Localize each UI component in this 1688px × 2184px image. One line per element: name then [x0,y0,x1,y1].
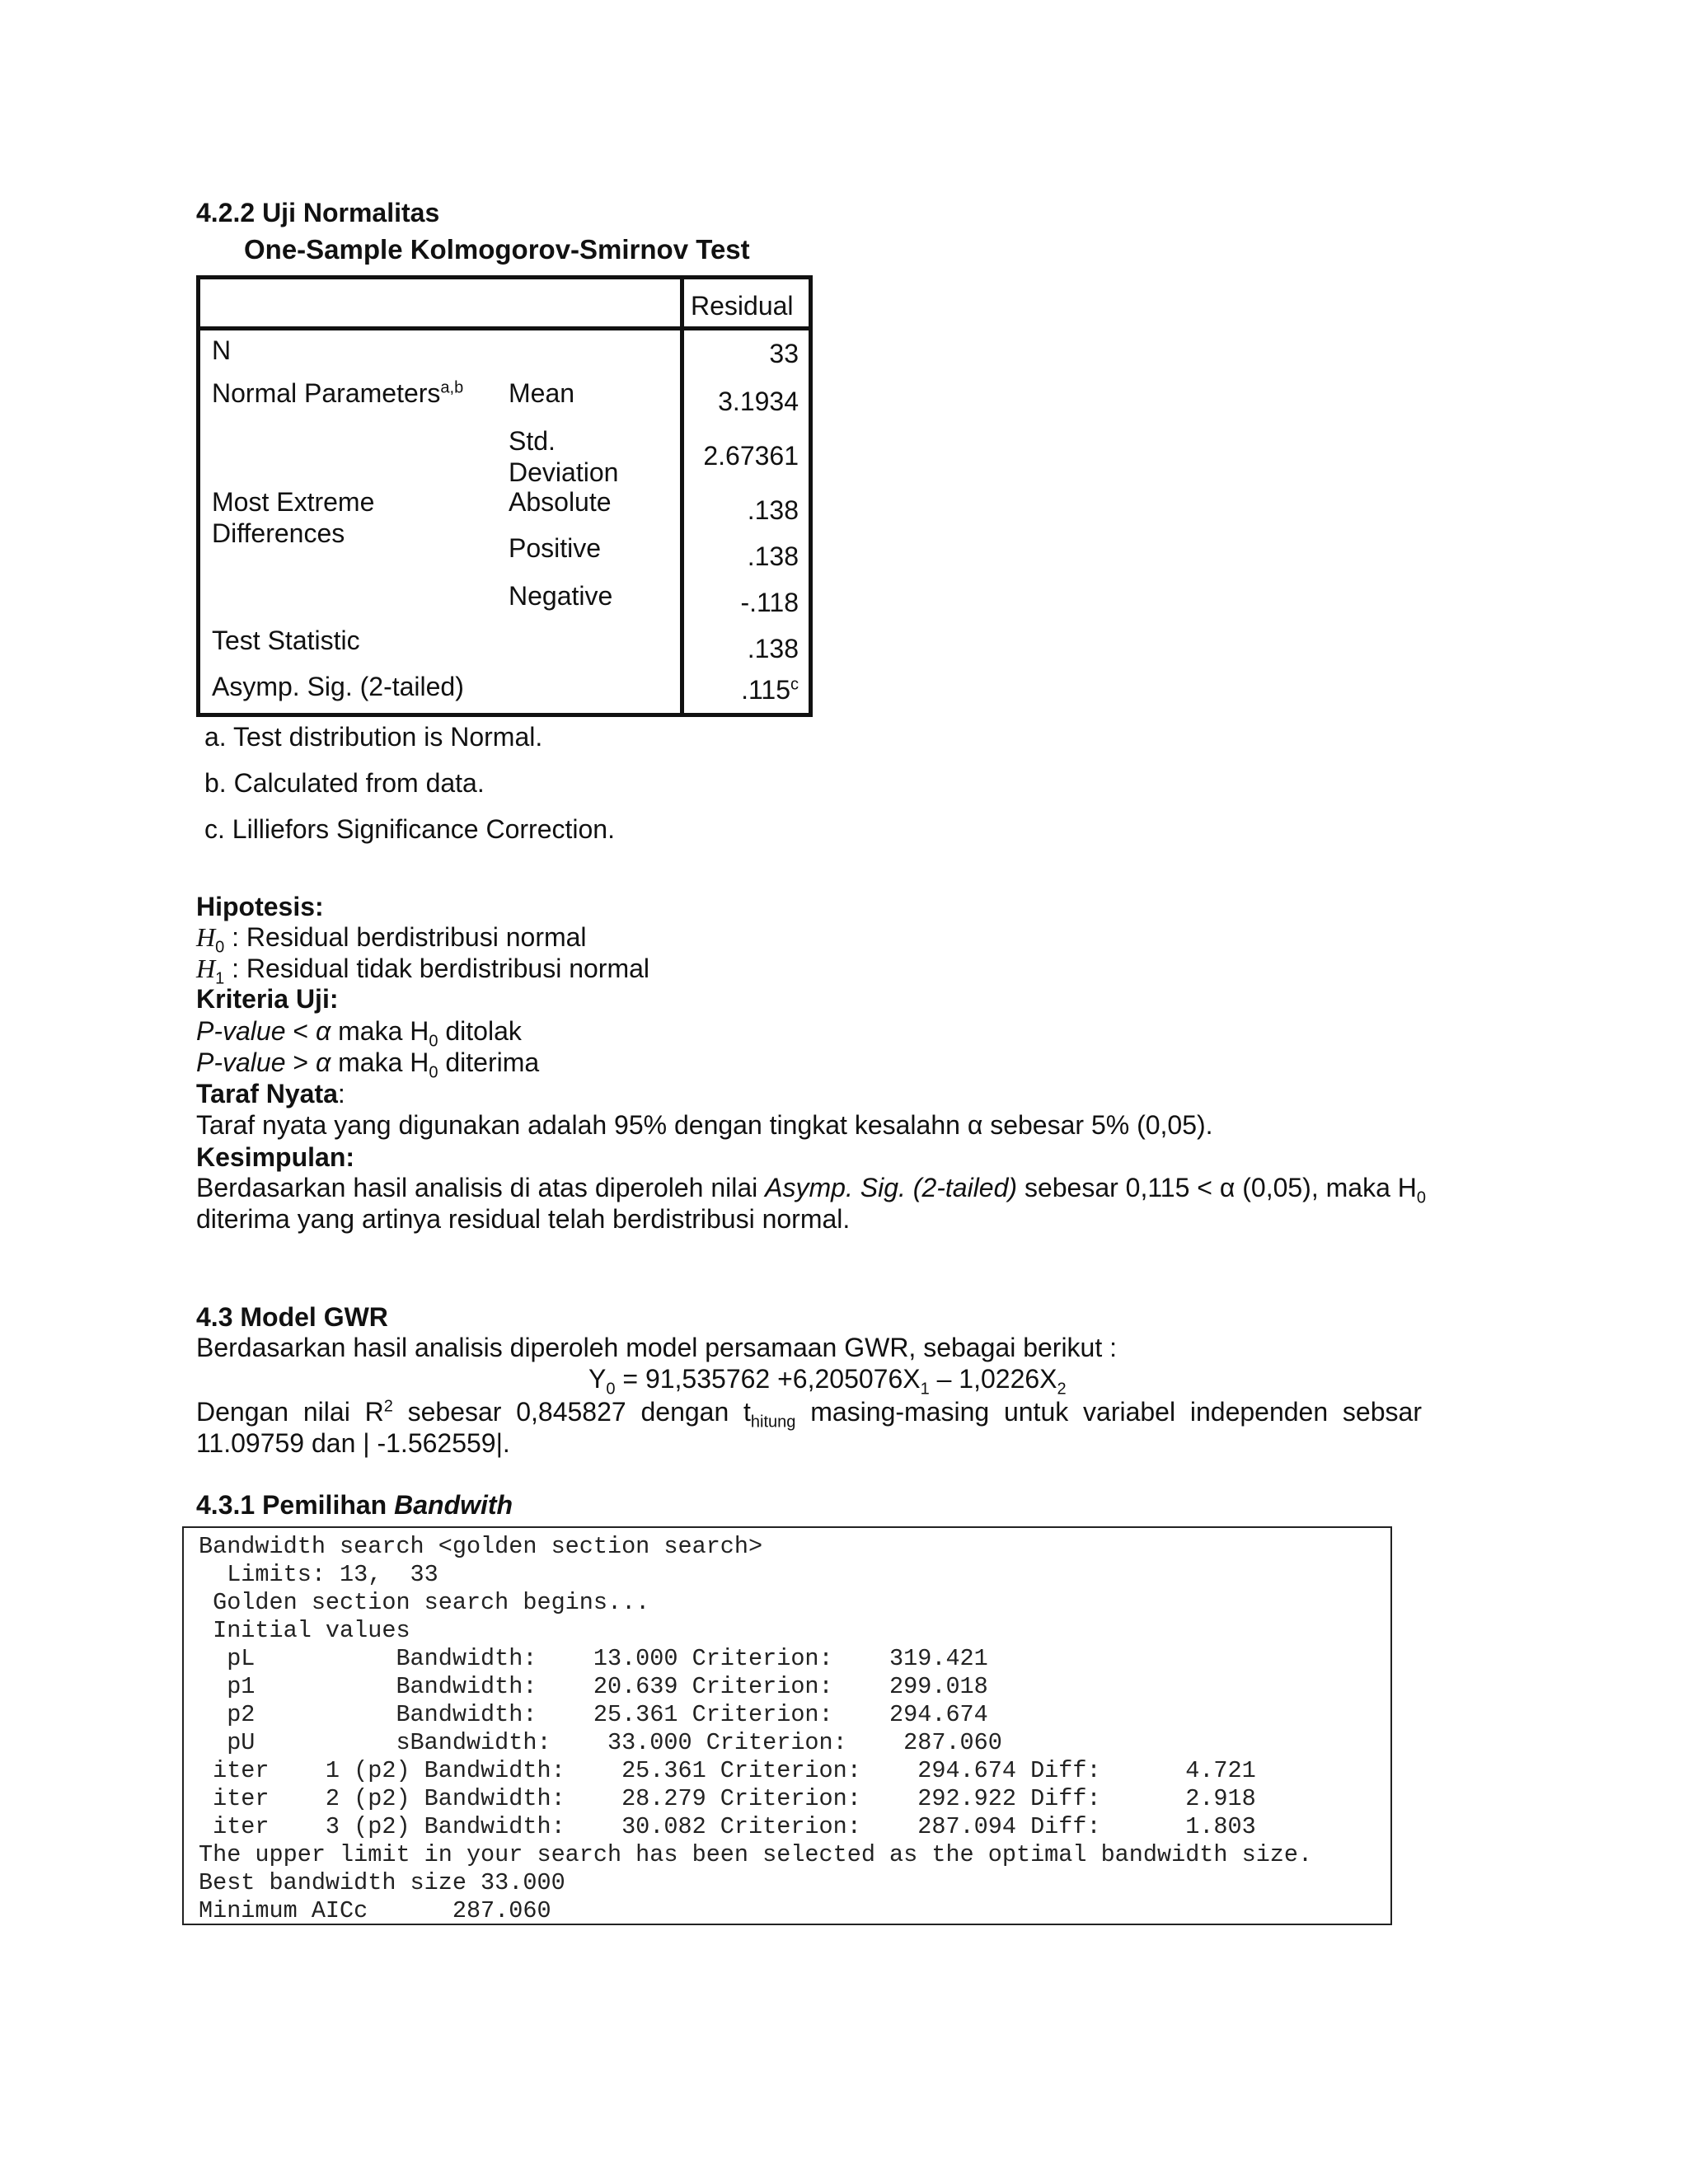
row-label-test-statistic: Test Statistic [212,626,360,655]
row-label-asymp-sig: Asymp. Sig. (2-tailed) [212,672,464,701]
output-line: pL Bandwidth: 13.000 Criterion: 319.421 [199,1645,988,1672]
output-line: iter 2 (p2) Bandwidth: 28.279 Criterion: 292.922 Diff: 2.918 [199,1785,1256,1812]
row-label-n: N [212,335,232,365]
gwr-intro: Berdasarkan hasil analisis diperoleh model persamaan GWR, sebagai berikut : [196,1333,1118,1362]
value-test-statistic: .138 [747,634,799,663]
output-line: p1 Bandwidth: 20.639 Criterion: 299.018 [199,1673,988,1700]
output-line: iter 3 (p2) Bandwidth: 30.082 Criterion: 287.094 Diff: 1.803 [199,1813,1256,1840]
ks-table-title: One-Sample Kolmogorov-Smirnov Test [244,234,750,265]
gwr-output-box [182,1526,1392,1925]
kriteria-heading: Kriteria Uji: [196,984,339,1014]
row-label-absolute: Absolute [509,487,612,517]
row-label-normal-parameters: Normal Parameters$^{a,b}$ [212,378,464,408]
output-line: Initial values [199,1617,410,1644]
table-divider [680,279,684,713]
section-heading-uji-normalitas: 4.2.2 Uji Normalitas [196,198,440,227]
row-label-positive: Positive [509,533,602,563]
hypothesis-h0: $H_0$ : Residual berdistribusi normal [196,922,587,957]
footnote-b: b. Calculated from data. [204,768,485,798]
value-std-deviation: 2.67361 [703,441,799,471]
output-line: iter 1 (p2) Bandwidth: 25.361 Criterion: 294.674 Diff: 4.721 [199,1757,1256,1784]
output-line: Minimum AICc 287.060 [199,1897,551,1924]
hipotesis-heading: Hipotesis: [196,892,324,921]
footnote-a: a. Test distribution is Normal. [204,722,543,752]
value-mean: 3.1934 [718,387,799,416]
value-asymp-sig: .115$^c$ [741,675,799,705]
taraf-heading: Taraf Nyata: [196,1079,345,1108]
value-absolute: .138 [747,495,799,525]
gwr-r2-line-2: 11.09759 dan | -1.562559|. [196,1428,510,1458]
hypothesis-h1: $H_1$ : Residual tidak berdistribusi normal [196,954,650,988]
taraf-text: Taraf nyata yang digunakan adalah 95% dengan tingkat kesalahn α sebesar 5% (0,05). [196,1110,1213,1140]
row-label-std-1: Std. [509,426,556,456]
output-line: Bandwidth search <golden section search> [199,1533,763,1560]
value-negative: -.118 [740,588,799,617]
ks-test-table [196,275,813,717]
gwr-equation: $Y_0 = 91,535762 +6,205076X_1 - 1,0226X_2$ [588,1364,1067,1399]
row-label-negative: Negative [509,581,613,611]
row-label-extreme-1: Most Extreme [212,487,375,517]
output-line: p2 Bandwidth: 25.361 Criterion: 294.674 [199,1701,988,1728]
output-line: The upper limit in your search has been selected as the optimal bandwidth size. [199,1841,1313,1868]
column-header-residual: Residual [691,291,794,321]
section-heading-pemilihan-bandwith: 4.3.1 Pemilihan Bandwith [196,1490,513,1520]
kriteria-line-1: P-value < α maka $H_0$ ditolak [196,1016,522,1051]
output-line: Limits: 13, 33 [199,1561,438,1588]
kesimpulan-heading: Kesimpulan: [196,1142,355,1172]
kesimpulan-line-1: Berdasarkan hasil analisis di atas diperoleh nilai Asymp. Sig. (2-tailed) sebesar 0,115 < α (0,05), maka $H_0$ [196,1173,1426,1207]
kesimpulan-line-2: diterima yang artinya residual telah berdistribusi normal. [196,1204,851,1234]
row-label-std-2: Deviation [509,457,619,487]
value-n: 33 [769,339,799,368]
footnote-c: c. Lilliefors Significance Correction. [204,814,615,844]
section-heading-model-gwr: 4.3 Model GWR [196,1302,388,1332]
row-label-extreme-2: Differences [212,518,345,548]
kriteria-line-2: P-value > α maka $H_0$ diterima [196,1047,540,1082]
gwr-r2-line-1: Dengan nilai $R^2$ sebesar 0,845827 dengan $t_{hitung}$ masing-masing untuk variabel independen sebsar [196,1397,1422,1432]
output-line: pU sBandwidth: 33.000 Criterion: 287.060 [199,1729,1002,1756]
output-line: Best bandwidth size 33.000 [199,1869,565,1896]
value-positive: .138 [747,541,799,571]
row-label-mean: Mean [509,378,575,408]
output-line: Golden section search begins... [199,1589,650,1616]
